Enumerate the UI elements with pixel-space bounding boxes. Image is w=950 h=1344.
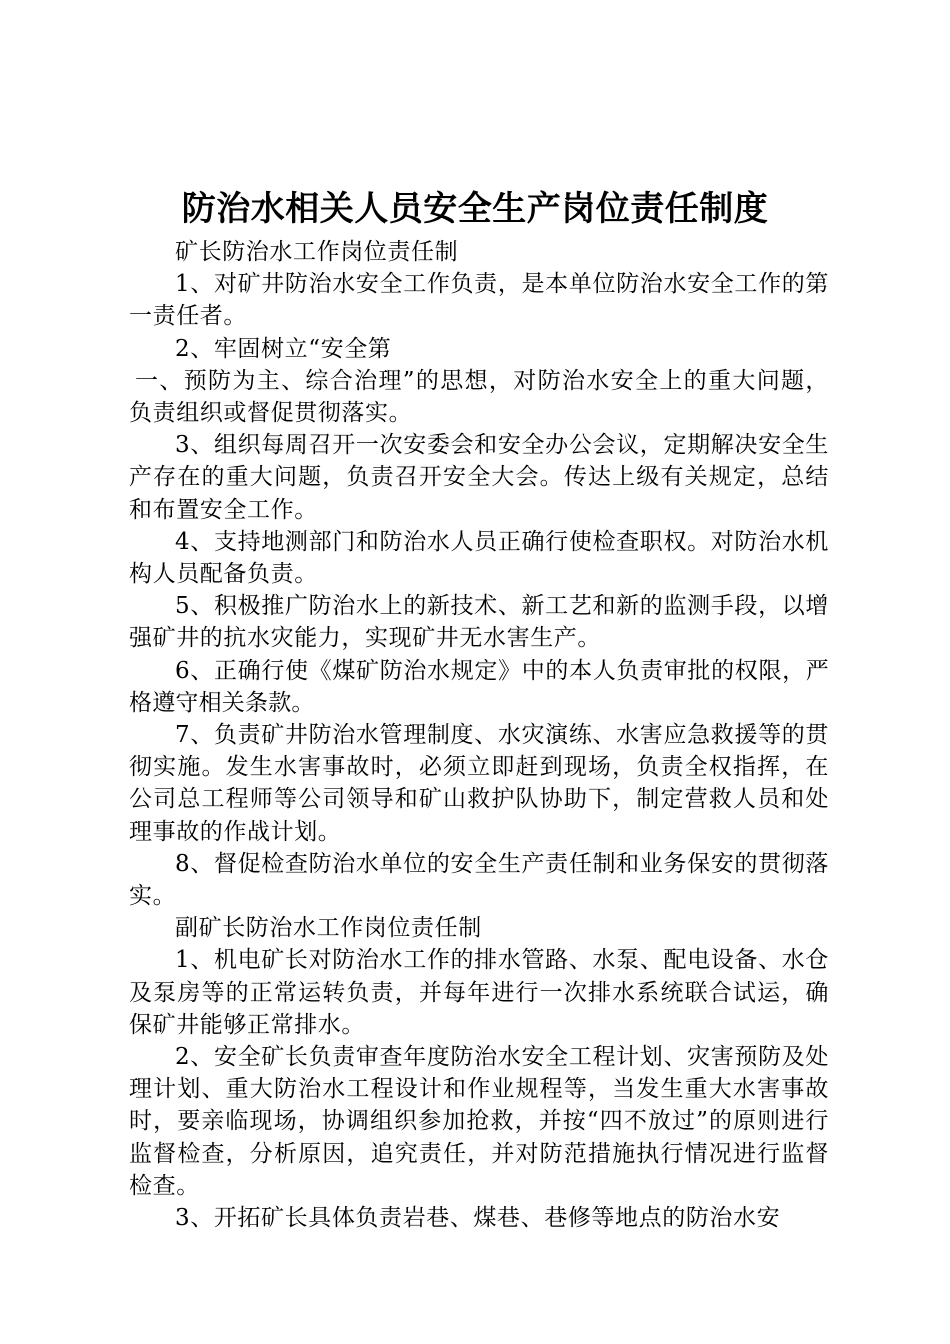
section-heading-deputy-director: 副矿长防治水工作岗位责任制 bbox=[175, 915, 482, 942]
section-heading-mine-director: 矿长防治水工作岗位责任制 bbox=[175, 239, 459, 265]
paragraph: 1、对矿井防治水安全工作负责，是本单位防治水安全工作的第一责任者。 bbox=[129, 271, 829, 330]
paragraph: 2、安全矿长负责审查年度防治水安全工程计划、灾害预防及处理计划、重大防治水工程设计和作业规程等，当发生重大水害事故时，要亲临现场，协调组织参加抢救，并按“四不放过”的原则进行监督检查，分析原因，追究责任，并对防范措施执行情况进行监督检查。 bbox=[129, 1044, 829, 1199]
paragraph: 3、组织每周召开一次安委会和安全办公会议，定期解决安全生产存在的重大问题，负责召开安全大会。传达上级有关规定，总结和布置安全工作。 bbox=[129, 432, 829, 523]
paragraph: 3、开拓矿长具体负责岩巷、煤巷、巷修等地点的防治水安 bbox=[175, 1205, 781, 1232]
paragraph: 一、预防为主、综合治理”的思想，对防治水安全上的重大问题，负责组织或督促贯彻落实。 bbox=[129, 367, 829, 427]
paragraph: 4、支持地测部门和防治水人员正确行使检查职权。对防治水机构人员配备负责。 bbox=[129, 528, 829, 588]
paragraph: 6、正确行使《煤矿防治水规定》中的本人负责审批的权限，严格遵守相关条款。 bbox=[129, 657, 829, 716]
document-body bbox=[129, 236, 829, 1234]
paragraph: 8、督促检查防治水单位的安全生产责任制和业务保安的贯彻落实。 bbox=[129, 850, 829, 910]
document-title: 防治水相关人员安全生产岗位责任制度 bbox=[181, 189, 769, 229]
paragraph: 7、负责矿井防治水管理制度、水灾演练、水害应急救援等的贯彻实施。发生水害事故时，必须立即赶到现场，负责全权指挥，在公司总工程师等公司领导和矿山救护队协助下，制定营救人员和处理事故的作战计划。 bbox=[129, 722, 829, 845]
paragraph: 1、机电矿长对防治水工作的排水管路、水泵、配电设备、水仓及泵房等的正常运转负责，并每年进行一次排水系统联合试运，确保矿井能够正常排水。 bbox=[129, 947, 829, 1038]
paragraph: 5、积极推广防治水上的新技术、新工艺和新的监测手段，以增强矿井的抗水灾能力，实现矿井无水害生产。 bbox=[129, 593, 829, 652]
paragraph: 2、牢固树立“安全第 bbox=[175, 335, 392, 362]
